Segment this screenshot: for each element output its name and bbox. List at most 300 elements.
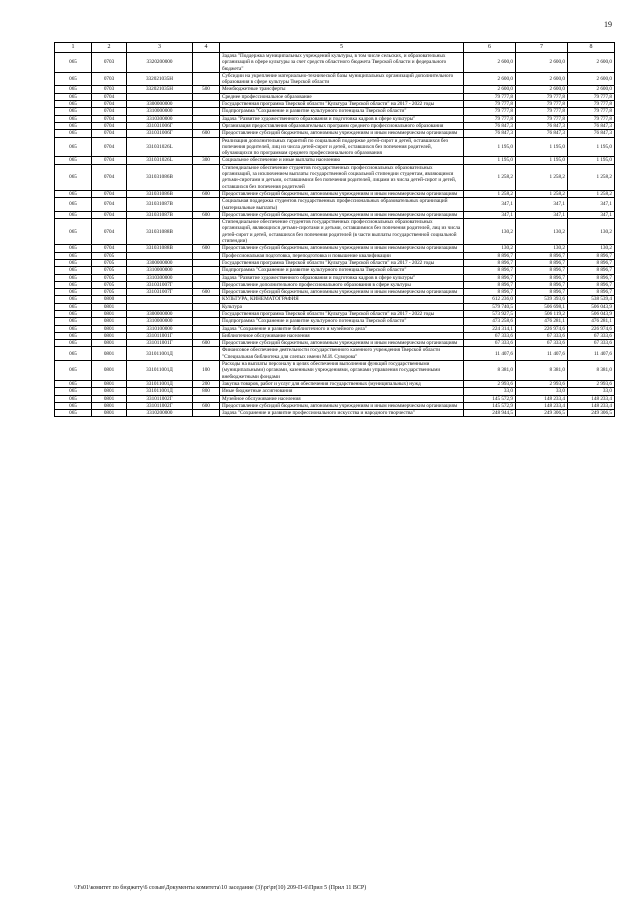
- amount-2020-cell: 8 381,0: [464, 361, 516, 381]
- amount-2022-cell: 8 381,0: [568, 361, 615, 381]
- amount-2020-cell: 8 896,7: [464, 267, 516, 274]
- chapter-code-cell: 065: [55, 347, 92, 361]
- amount-2021-cell: 506 119,2: [516, 310, 568, 317]
- amount-2022-cell: 79 777,8: [568, 115, 615, 122]
- chapter-code-cell: 065: [55, 274, 92, 281]
- item-name-cell: Подпрограмма "Сохранение и развитие культурного потенциала Тверской области": [220, 267, 464, 274]
- amount-2021-cell: 148 233,4: [516, 395, 568, 402]
- chapter-code-cell: 065: [55, 281, 92, 288]
- section-code-cell: 0800: [92, 296, 127, 303]
- expense-type-code-cell: [193, 53, 220, 73]
- item-name-cell: Музейное обслуживание населения: [220, 395, 464, 402]
- table-row: [55, 93, 615, 100]
- table-row: [55, 259, 615, 266]
- item-name-cell: Культура: [220, 303, 464, 310]
- item-name-cell: Задача "Развитие художественного образования и подготовка кадров в сфере культуры": [220, 115, 464, 122]
- amount-2022-cell: 8 896,7: [568, 267, 615, 274]
- amount-2020-cell: 224 314,1: [464, 325, 516, 332]
- amount-2022-cell: 67 333,6: [568, 340, 615, 347]
- amount-2021-cell: 476 281,1: [516, 318, 568, 325]
- amount-2021-cell: 8 896,7: [516, 289, 568, 296]
- amount-2021-cell: 148 233,4: [516, 402, 568, 409]
- item-name-cell: Государственная программа Тверской области "Культура Тверской области" на 2017 - 2022 годы: [220, 259, 464, 266]
- target-article-code-cell: 3320200000: [127, 53, 193, 73]
- section-code-cell: 0801: [92, 340, 127, 347]
- section-code-cell: 0704: [92, 130, 127, 137]
- expense-type-code-cell: 600: [193, 211, 220, 218]
- expense-type-code-cell: 600: [193, 402, 220, 409]
- section-code-cell: 0704: [92, 157, 127, 164]
- amount-2020-cell: 8 896,7: [464, 259, 516, 266]
- chapter-code-cell: 065: [55, 252, 92, 259]
- table-row: [55, 289, 615, 296]
- chapter-code-cell: 065: [55, 325, 92, 332]
- expense-type-code-cell: [193, 318, 220, 325]
- section-code-cell: 0705: [92, 274, 127, 281]
- amount-2022-cell: 2 993,6: [568, 380, 615, 387]
- amount-2022-cell: 2 600,0: [568, 53, 615, 73]
- chapter-code-cell: 065: [55, 86, 92, 93]
- table-row: [55, 296, 615, 303]
- item-name-cell: Библиотечное обслуживание населения: [220, 332, 464, 339]
- item-name-cell: Стипендиальное обеспечение студентов государственных профессиональных образовательных организаций, за исключением выплаты государственной социальной стипендии студентам, являющимся детьми-сиротами и детьми, оставшимися без попечения родителей, лицами из числа детей-сирот и детей, оставшихся без попечения родителей: [220, 164, 464, 190]
- chapter-code-cell: 065: [55, 310, 92, 317]
- expense-type-code-cell: 600: [193, 130, 220, 137]
- amount-2021-cell: 1 195,0: [516, 157, 568, 164]
- target-article-code-cell: 331031087В: [127, 198, 193, 212]
- amount-2020-cell: 11 407,6: [464, 347, 516, 361]
- amount-2021-cell: 1 258,2: [516, 164, 568, 190]
- expense-type-code-cell: [193, 303, 220, 310]
- table-row: [55, 108, 615, 115]
- item-name-cell: Предоставление субсидий бюджетным, автономным учреждениям и иным некоммерческим организациям: [220, 402, 464, 409]
- amount-2022-cell: 8 896,7: [568, 274, 615, 281]
- table-row: [55, 402, 615, 409]
- item-name-cell: Субсидии на укрепление материально-технической базы муниципальных организаций дополнительного образования в сфере культуры Тверской области: [220, 72, 464, 86]
- amount-2021-cell: 11 407,6: [516, 347, 568, 361]
- amount-2021-cell: 67 333,6: [516, 340, 568, 347]
- table-row: [55, 122, 615, 129]
- section-code-cell: 0704: [92, 164, 127, 190]
- expense-type-code-cell: 600: [193, 190, 220, 197]
- amount-2021-cell: 33,0: [516, 388, 568, 395]
- chapter-code-cell: 065: [55, 108, 92, 115]
- table-row: [55, 395, 615, 402]
- table-row: [55, 72, 615, 86]
- amount-2021-cell: 1 258,2: [516, 190, 568, 197]
- item-name-cell: Предоставление дополнительного профессионального образования в сфере культуры: [220, 281, 464, 288]
- section-code-cell: 0801: [92, 303, 127, 310]
- amount-2021-cell: 76 847,3: [516, 130, 568, 137]
- target-article-code-cell: 331011001Д: [127, 347, 193, 361]
- target-article-code-cell: 3310300000: [127, 274, 193, 281]
- column-header: 4: [193, 43, 220, 53]
- chapter-code-cell: 065: [55, 259, 92, 266]
- item-name-cell: Задача "Сохранение и развитие профессионального искусства и народного творчества": [220, 410, 464, 417]
- chapter-code-cell: 065: [55, 72, 92, 86]
- section-code-cell: 0703: [92, 53, 127, 73]
- expense-type-code-cell: 600: [193, 289, 220, 296]
- amount-2020-cell: 1 258,2: [464, 164, 516, 190]
- table-row: [55, 130, 615, 137]
- item-name-cell: Предоставление субсидий бюджетным, автономным учреждениям и иным некоммерческим организациям: [220, 289, 464, 296]
- table-row: [55, 219, 615, 245]
- table-row: [55, 198, 615, 212]
- chapter-code-cell: 065: [55, 296, 92, 303]
- target-article-code-cell: 331031086В: [127, 190, 193, 197]
- expense-type-code-cell: [193, 219, 220, 245]
- budget-table: [54, 42, 615, 417]
- table-row: [55, 101, 615, 108]
- section-code-cell: 0801: [92, 325, 127, 332]
- target-article-code-cell: 331031088В: [127, 219, 193, 245]
- item-name-cell: Предоставление субсидий бюджетным, автономным учреждениям и иным некоммерческим организациям: [220, 190, 464, 197]
- footer-file-path: \\Fs01\комитет по бюджету\6 созыв\Документы комитета\10 заседание (3)\pr\pr(10) 209-П-6\Прил 5 (Прил 11 ВСР): [74, 885, 367, 891]
- expense-type-code-cell: [193, 137, 220, 157]
- amount-2020-cell: 79 777,8: [464, 108, 516, 115]
- target-article-code-cell: [127, 93, 193, 100]
- table-row: [55, 115, 615, 122]
- target-article-code-cell: [127, 303, 193, 310]
- target-article-code-cell: 331031088В: [127, 245, 193, 252]
- section-code-cell: 0703: [92, 72, 127, 86]
- expense-type-code-cell: [193, 325, 220, 332]
- item-name-cell: Предоставление субсидий бюджетным, автономным учреждениям и иным некоммерческим организациям: [220, 211, 464, 218]
- amount-2020-cell: 79 777,8: [464, 101, 516, 108]
- amount-2020-cell: 8 896,7: [464, 289, 516, 296]
- target-article-code-cell: 331031007Г: [127, 289, 193, 296]
- table-row: [55, 137, 615, 157]
- amount-2021-cell: 506 698,1: [516, 303, 568, 310]
- expense-type-code-cell: 800: [193, 388, 220, 395]
- section-code-cell: 0704: [92, 122, 127, 129]
- amount-2021-cell: 76 847,3: [516, 122, 568, 129]
- expense-type-code-cell: [193, 198, 220, 212]
- expense-type-code-cell: [193, 395, 220, 402]
- amount-2022-cell: 130,2: [568, 219, 615, 245]
- target-article-code-cell: 331031087В: [127, 211, 193, 218]
- chapter-code-cell: 065: [55, 157, 92, 164]
- section-code-cell: 0801: [92, 395, 127, 402]
- section-code-cell: 0705: [92, 252, 127, 259]
- item-name-cell: Предоставление субсидий бюджетным, автономным учреждениям и иным некоммерческим организациям: [220, 245, 464, 252]
- amount-2020-cell: 347,1: [464, 211, 516, 218]
- table-row: [55, 252, 615, 259]
- chapter-code-cell: 065: [55, 198, 92, 212]
- amount-2022-cell: 226 974,6: [568, 325, 615, 332]
- amount-2020-cell: 67 333,6: [464, 340, 516, 347]
- expense-type-code-cell: 600: [193, 340, 220, 347]
- amount-2022-cell: 476 281,1: [568, 318, 615, 325]
- amount-2022-cell: 76 847,3: [568, 130, 615, 137]
- chapter-code-cell: 065: [55, 395, 92, 402]
- expense-type-code-cell: [193, 93, 220, 100]
- target-article-code-cell: 331031086В: [127, 164, 193, 190]
- table-row: [55, 361, 615, 381]
- target-article-code-cell: 331011001Г: [127, 340, 193, 347]
- target-article-code-cell: 331031006Г: [127, 130, 193, 137]
- table-row: [55, 388, 615, 395]
- table-row: [55, 274, 615, 281]
- section-code-cell: 0704: [92, 101, 127, 108]
- target-article-code-cell: 331011001Г: [127, 332, 193, 339]
- item-name-cell: Подпрограмма "Сохранение и развитие культурного потенциала Тверской области": [220, 318, 464, 325]
- expense-type-code-cell: [193, 108, 220, 115]
- section-code-cell: 0801: [92, 388, 127, 395]
- amount-2020-cell: 130,2: [464, 219, 516, 245]
- item-name-cell: Задача "Развитие художественного образования и подготовка кадров в сфере культуры": [220, 274, 464, 281]
- item-name-cell: Среднее профессиональное образование: [220, 93, 464, 100]
- amount-2022-cell: 1 258,2: [568, 190, 615, 197]
- amount-2020-cell: 79 777,8: [464, 115, 516, 122]
- expense-type-code-cell: [193, 274, 220, 281]
- item-name-cell: Иные бюджетные ассигнования: [220, 388, 464, 395]
- column-header: 1: [55, 43, 92, 53]
- column-header: 3: [127, 43, 193, 53]
- expense-type-code-cell: 300: [193, 157, 220, 164]
- amount-2021-cell: 130,2: [516, 219, 568, 245]
- expense-type-code-cell: [193, 259, 220, 266]
- amount-2022-cell: 8 896,7: [568, 252, 615, 259]
- chapter-code-cell: 065: [55, 137, 92, 157]
- amount-2020-cell: 145 572,9: [464, 395, 516, 402]
- amount-2022-cell: 2 600,0: [568, 72, 615, 86]
- item-name-cell: Организация предоставления образовательных программ среднего профессионального образования: [220, 122, 464, 129]
- amount-2021-cell: 8 896,7: [516, 281, 568, 288]
- chapter-code-cell: 065: [55, 402, 92, 409]
- chapter-code-cell: 065: [55, 130, 92, 137]
- amount-2020-cell: 612 236,0: [464, 296, 516, 303]
- target-article-code-cell: 331011002Г: [127, 402, 193, 409]
- chapter-code-cell: 065: [55, 219, 92, 245]
- chapter-code-cell: 065: [55, 388, 92, 395]
- amount-2020-cell: 33,0: [464, 388, 516, 395]
- section-code-cell: 0704: [92, 137, 127, 157]
- expense-type-code-cell: [193, 410, 220, 417]
- expense-type-code-cell: [193, 347, 220, 361]
- table-body: [55, 53, 615, 417]
- section-code-cell: 0704: [92, 108, 127, 115]
- amount-2020-cell: 130,2: [464, 245, 516, 252]
- amount-2022-cell: 79 777,8: [568, 101, 615, 108]
- chapter-code-cell: 065: [55, 332, 92, 339]
- amount-2022-cell: 249 306,5: [568, 410, 615, 417]
- table-row: [55, 325, 615, 332]
- amount-2020-cell: 2 993,6: [464, 380, 516, 387]
- section-code-cell: 0704: [92, 245, 127, 252]
- section-code-cell: 0705: [92, 267, 127, 274]
- amount-2021-cell: 347,1: [516, 211, 568, 218]
- section-code-cell: 0704: [92, 198, 127, 212]
- item-name-cell: Финансовое обеспечение деятельности государственного казенного учреждения Тверской области "Специальная библиотека для слепых имени М.И. Суворова": [220, 347, 464, 361]
- target-article-code-cell: 331031026L: [127, 157, 193, 164]
- amount-2020-cell: 573 927,5: [464, 310, 516, 317]
- expense-type-code-cell: [193, 115, 220, 122]
- chapter-code-cell: 065: [55, 361, 92, 381]
- amount-2020-cell: 8 896,7: [464, 274, 516, 281]
- section-code-cell: 0801: [92, 347, 127, 361]
- target-article-code-cell: 331031026L: [127, 137, 193, 157]
- expense-type-code-cell: 200: [193, 380, 220, 387]
- table-row: [55, 340, 615, 347]
- section-code-cell: 0704: [92, 211, 127, 218]
- amount-2021-cell: 2 600,0: [516, 53, 568, 73]
- column-header: 2: [92, 43, 127, 53]
- target-article-code-cell: 3310100000: [127, 325, 193, 332]
- target-article-code-cell: 331031006Г: [127, 122, 193, 129]
- item-name-cell: Стипендиальное обеспечение студентов государственных профессиональных образовательных организаций, являющихся детьми-сиротами и детьми, оставшимися без попечения родителей, лиц из числа детей-сирот и детей, оставшихся без попечения родителей (в части выплаты государственной социальной стипендии): [220, 219, 464, 245]
- table-row: [55, 86, 615, 93]
- target-article-code-cell: 332021035Н: [127, 72, 193, 86]
- section-code-cell: 0801: [92, 332, 127, 339]
- target-article-code-cell: 331011001Д: [127, 361, 193, 381]
- table-row: [55, 190, 615, 197]
- amount-2021-cell: 130,2: [516, 245, 568, 252]
- amount-2020-cell: 145 572,9: [464, 402, 516, 409]
- amount-2021-cell: 8 896,7: [516, 259, 568, 266]
- amount-2021-cell: 79 777,8: [516, 115, 568, 122]
- target-article-code-cell: 331011001Д: [127, 388, 193, 395]
- amount-2021-cell: 347,1: [516, 198, 568, 212]
- amount-2020-cell: 76 847,3: [464, 130, 516, 137]
- target-article-code-cell: 3300000000: [127, 259, 193, 266]
- chapter-code-cell: 065: [55, 245, 92, 252]
- expense-type-code-cell: [193, 252, 220, 259]
- amount-2021-cell: 8 381,0: [516, 361, 568, 381]
- amount-2022-cell: 8 896,7: [568, 289, 615, 296]
- amount-2020-cell: 2 600,0: [464, 86, 516, 93]
- chapter-code-cell: 065: [55, 289, 92, 296]
- amount-2021-cell: 539 393,6: [516, 296, 568, 303]
- expense-type-code-cell: [193, 164, 220, 190]
- amount-2020-cell: 2 600,0: [464, 53, 516, 73]
- table-row: [55, 332, 615, 339]
- amount-2020-cell: 79 777,8: [464, 93, 516, 100]
- amount-2022-cell: 76 847,3: [568, 122, 615, 129]
- amount-2021-cell: 226 974,6: [516, 325, 568, 332]
- target-article-code-cell: 3310000000: [127, 267, 193, 274]
- target-article-code-cell: [127, 252, 193, 259]
- chapter-code-cell: 065: [55, 190, 92, 197]
- column-header: 8: [568, 43, 615, 53]
- target-article-code-cell: 331011001Д: [127, 380, 193, 387]
- amount-2022-cell: 1 195,0: [568, 137, 615, 157]
- item-name-cell: Государственная программа Тверской области "Культура Тверской области" на 2017 - 2022 годы: [220, 101, 464, 108]
- section-code-cell: 0704: [92, 93, 127, 100]
- chapter-code-cell: 065: [55, 93, 92, 100]
- amount-2022-cell: 8 896,7: [568, 259, 615, 266]
- target-article-code-cell: 3310200000: [127, 410, 193, 417]
- amount-2022-cell: 148 233,4: [568, 402, 615, 409]
- expense-type-code-cell: [193, 101, 220, 108]
- amount-2022-cell: 2 600,0: [568, 86, 615, 93]
- expense-type-code-cell: [193, 296, 220, 303]
- amount-2020-cell: 8 896,7: [464, 252, 516, 259]
- table-row: [55, 164, 615, 190]
- expense-type-code-cell: [193, 267, 220, 274]
- table-row: [55, 303, 615, 310]
- item-name-cell: Закупка товаров, работ и услуг для обеспечения государственных (муниципальных) нужд: [220, 380, 464, 387]
- table-row: [55, 347, 615, 361]
- amount-2020-cell: 1 195,0: [464, 157, 516, 164]
- item-name-cell: Реализация дополнительных гарантий по социальной поддержке детей-сирот и детей, оставшихся без попечения родителей, лиц из числа детей-сирот и детей, оставшихся без попечения родителей, обучающихся по программам среднего профессионального образования: [220, 137, 464, 157]
- target-article-code-cell: 3310300000: [127, 115, 193, 122]
- section-code-cell: 0703: [92, 86, 127, 93]
- amount-2022-cell: 347,1: [568, 198, 615, 212]
- amount-2022-cell: 506 043,9: [568, 303, 615, 310]
- chapter-code-cell: 065: [55, 211, 92, 218]
- expense-type-code-cell: 600: [193, 245, 220, 252]
- amount-2022-cell: 8 896,7: [568, 281, 615, 288]
- section-code-cell: 0705: [92, 289, 127, 296]
- table-row: [55, 310, 615, 317]
- section-code-cell: 0704: [92, 190, 127, 197]
- target-article-code-cell: [127, 296, 193, 303]
- expense-type-code-cell: [193, 281, 220, 288]
- chapter-code-cell: 065: [55, 380, 92, 387]
- expense-type-code-cell: [193, 122, 220, 129]
- expense-type-code-cell: 100: [193, 361, 220, 381]
- amount-2020-cell: 248 944,5: [464, 410, 516, 417]
- amount-2020-cell: 1 195,0: [464, 137, 516, 157]
- expense-type-code-cell: [193, 332, 220, 339]
- amount-2022-cell: 11 407,6: [568, 347, 615, 361]
- section-code-cell: 0705: [92, 259, 127, 266]
- chapter-code-cell: 065: [55, 340, 92, 347]
- section-code-cell: 0705: [92, 281, 127, 288]
- amount-2021-cell: 2 993,6: [516, 380, 568, 387]
- chapter-code-cell: 065: [55, 101, 92, 108]
- amount-2020-cell: 67 333,6: [464, 332, 516, 339]
- table-row: [55, 281, 615, 288]
- amount-2020-cell: 347,1: [464, 198, 516, 212]
- amount-2020-cell: 579 740,5: [464, 303, 516, 310]
- amount-2021-cell: 8 896,7: [516, 267, 568, 274]
- amount-2022-cell: 506 043,9: [568, 310, 615, 317]
- table-row: [55, 53, 615, 73]
- target-article-code-cell: 3300000000: [127, 101, 193, 108]
- amount-2020-cell: 8 896,7: [464, 281, 516, 288]
- section-code-cell: 0801: [92, 361, 127, 381]
- target-article-code-cell: 331031007Г: [127, 281, 193, 288]
- amount-2022-cell: 1 258,2: [568, 164, 615, 190]
- page-number: 19: [604, 20, 612, 29]
- target-article-code-cell: 3310000000: [127, 318, 193, 325]
- amount-2021-cell: 79 777,8: [516, 93, 568, 100]
- target-article-code-cell: 331011002Г: [127, 395, 193, 402]
- amount-2022-cell: 538 539,4: [568, 296, 615, 303]
- chapter-code-cell: 065: [55, 303, 92, 310]
- amount-2021-cell: 2 600,0: [516, 72, 568, 86]
- table-row: [55, 410, 615, 417]
- item-name-cell: Профессиональная подготовка, переподготовка и повышение квалификации: [220, 252, 464, 259]
- expense-type-code-cell: [193, 310, 220, 317]
- item-name-cell: Подпрограмма "Сохранение и развитие культурного потенциала Тверской области": [220, 108, 464, 115]
- amount-2021-cell: 79 777,8: [516, 108, 568, 115]
- chapter-code-cell: 065: [55, 53, 92, 73]
- item-name-cell: Предоставление субсидий бюджетным, автономным учреждениям и иным некоммерческим организациям: [220, 340, 464, 347]
- target-article-code-cell: 3310000000: [127, 108, 193, 115]
- chapter-code-cell: 065: [55, 122, 92, 129]
- table-row: [55, 380, 615, 387]
- amount-2021-cell: 79 777,8: [516, 101, 568, 108]
- amount-2022-cell: 33,0: [568, 388, 615, 395]
- column-header: 6: [464, 43, 516, 53]
- item-name-cell: Межбюджетные трансферты: [220, 86, 464, 93]
- expense-type-code-cell: 500: [193, 86, 220, 93]
- amount-2022-cell: 130,2: [568, 245, 615, 252]
- chapter-code-cell: 065: [55, 410, 92, 417]
